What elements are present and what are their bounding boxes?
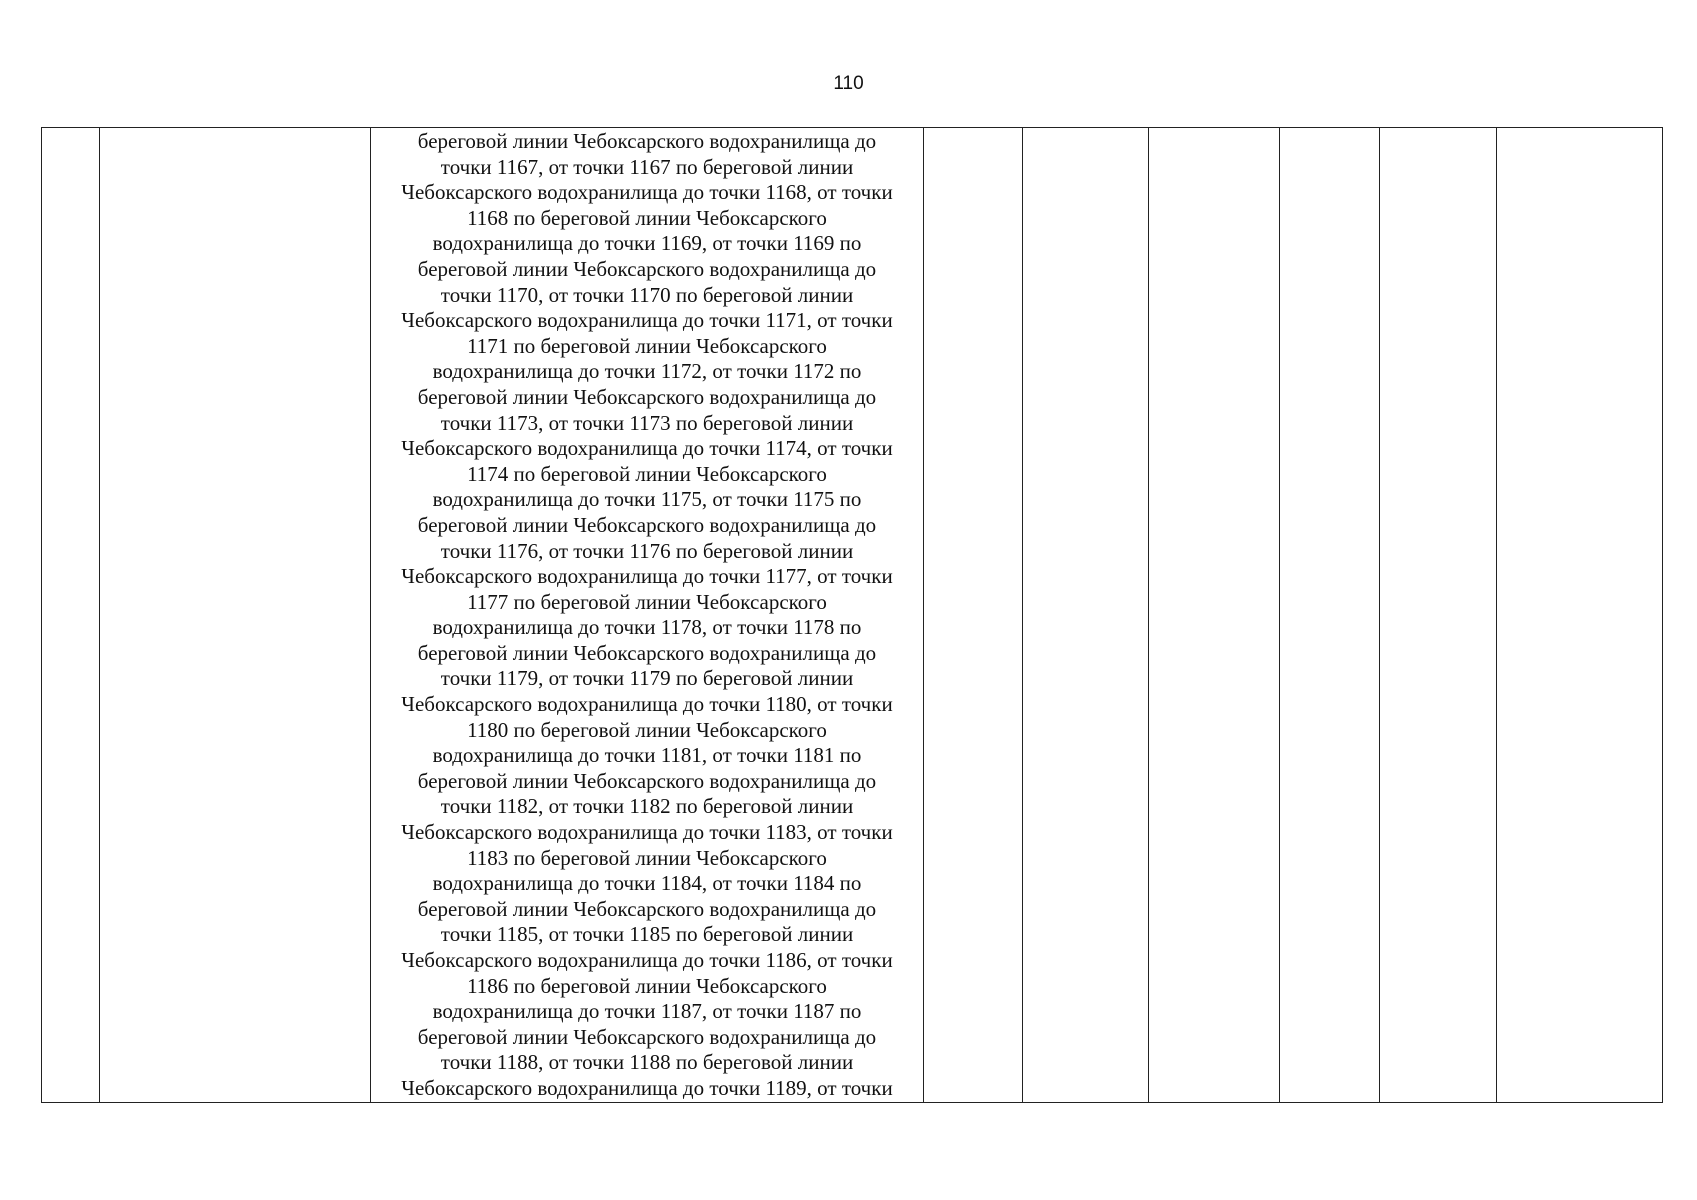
description-line: точки 1179, от точки 1179 по береговой линии xyxy=(440,666,854,691)
description-line: береговой линии Чебоксарского водохранилища до xyxy=(417,256,877,281)
description-line: 1168 по береговой линии Чебоксарского xyxy=(467,205,827,230)
description-line: точки 1173, от точки 1173 по береговой линии xyxy=(440,410,854,435)
description-line: точки 1185, от точки 1185 по береговой линии xyxy=(440,922,854,947)
description-line: Чебоксарского водохранилища до точки 1180, от точки xyxy=(401,692,893,717)
table-cell-number xyxy=(42,128,100,1103)
description-line: точки 1182, от точки 1182 по береговой линии xyxy=(440,794,854,819)
description-line: водохранилища до точки 1187, от точки 1187 по xyxy=(432,999,862,1024)
description-line: Чебоксарского водохранилища до точки 1177, от точки xyxy=(401,564,893,589)
description-line: береговой линии Чебоксарского водохранилища до xyxy=(417,768,877,793)
table-cell-empty xyxy=(1497,128,1663,1103)
table-cell-empty xyxy=(1380,128,1497,1103)
table-cell-name xyxy=(100,128,371,1103)
description-line: 1183 по береговой линии Чебоксарского xyxy=(467,845,827,870)
boundary-description-text xyxy=(371,128,923,1102)
description-line: 1174 по береговой линии Чебоксарского xyxy=(467,461,827,486)
description-line: Чебоксарского водохранилища до точки 1174, от точки xyxy=(401,436,893,461)
description-line: 1180 по береговой линии Чебоксарского xyxy=(467,717,827,742)
description-line: Чебоксарского водохранилища до точки 1189, от точки xyxy=(401,1075,893,1100)
description-line: точки 1167, от точки 1167 по береговой линии xyxy=(440,154,854,179)
description-line: Чебоксарского водохранилища до точки 1186, от точки xyxy=(401,948,893,972)
description-line: 1186 по береговой линии Чебоксарского xyxy=(467,973,827,998)
boundary-description-table xyxy=(41,127,1663,1103)
description-line: 1177 по береговой линии Чебоксарского xyxy=(467,589,827,614)
description-line: береговой линии Чебоксарского водохранилища до xyxy=(417,640,877,665)
description-line: береговой линии Чебоксарского водохранилища до xyxy=(417,896,877,921)
description-line: Чебоксарского водохранилища до точки 1183, от точки xyxy=(401,820,893,845)
page-number: 110 xyxy=(833,73,864,94)
table-cell-empty xyxy=(1149,128,1280,1103)
description-line: водохранилища до точки 1178, от точки 1178 по xyxy=(432,615,862,640)
description-line: водохранилища до точки 1169, от точки 1169 по xyxy=(432,231,862,256)
description-line: водохранилища до точки 1184, от точки 1184 по xyxy=(432,871,862,896)
description-line: водохранилища до точки 1172, от точки 1172 по xyxy=(432,359,862,384)
description-line: точки 1170, от точки 1170 по береговой линии xyxy=(440,282,854,307)
description-line: точки 1176, от точки 1176 по береговой линии xyxy=(440,538,854,563)
description-line: точки 1188, от точки 1188 по береговой линии xyxy=(440,1050,854,1075)
description-line: 1171 по береговой линии Чебоксарского xyxy=(467,333,827,358)
description-line: береговой линии Чебоксарского водохранилища до xyxy=(417,512,877,537)
table-cell-boundary-description xyxy=(371,128,924,1103)
table-cell-empty xyxy=(1280,128,1380,1103)
description-line: Чебоксарского водохранилища до точки 1171, от точки xyxy=(401,308,893,333)
table-row xyxy=(42,128,1663,1103)
description-line: водохранилища до точки 1181, от точки 1181 по xyxy=(432,743,862,768)
description-line: береговой линии Чебоксарского водохранилища до xyxy=(417,384,877,409)
description-line: береговой линии Чебоксарского водохранилища до xyxy=(417,129,877,153)
description-line: Чебоксарского водохранилища до точки 1168, от точки xyxy=(401,180,893,205)
table-cell-empty xyxy=(1023,128,1149,1103)
description-line: водохранилища до точки 1175, от точки 1175 по xyxy=(432,487,862,512)
table-cell-empty xyxy=(924,128,1023,1103)
description-line: береговой линии Чебоксарского водохранилища до xyxy=(417,1024,877,1049)
